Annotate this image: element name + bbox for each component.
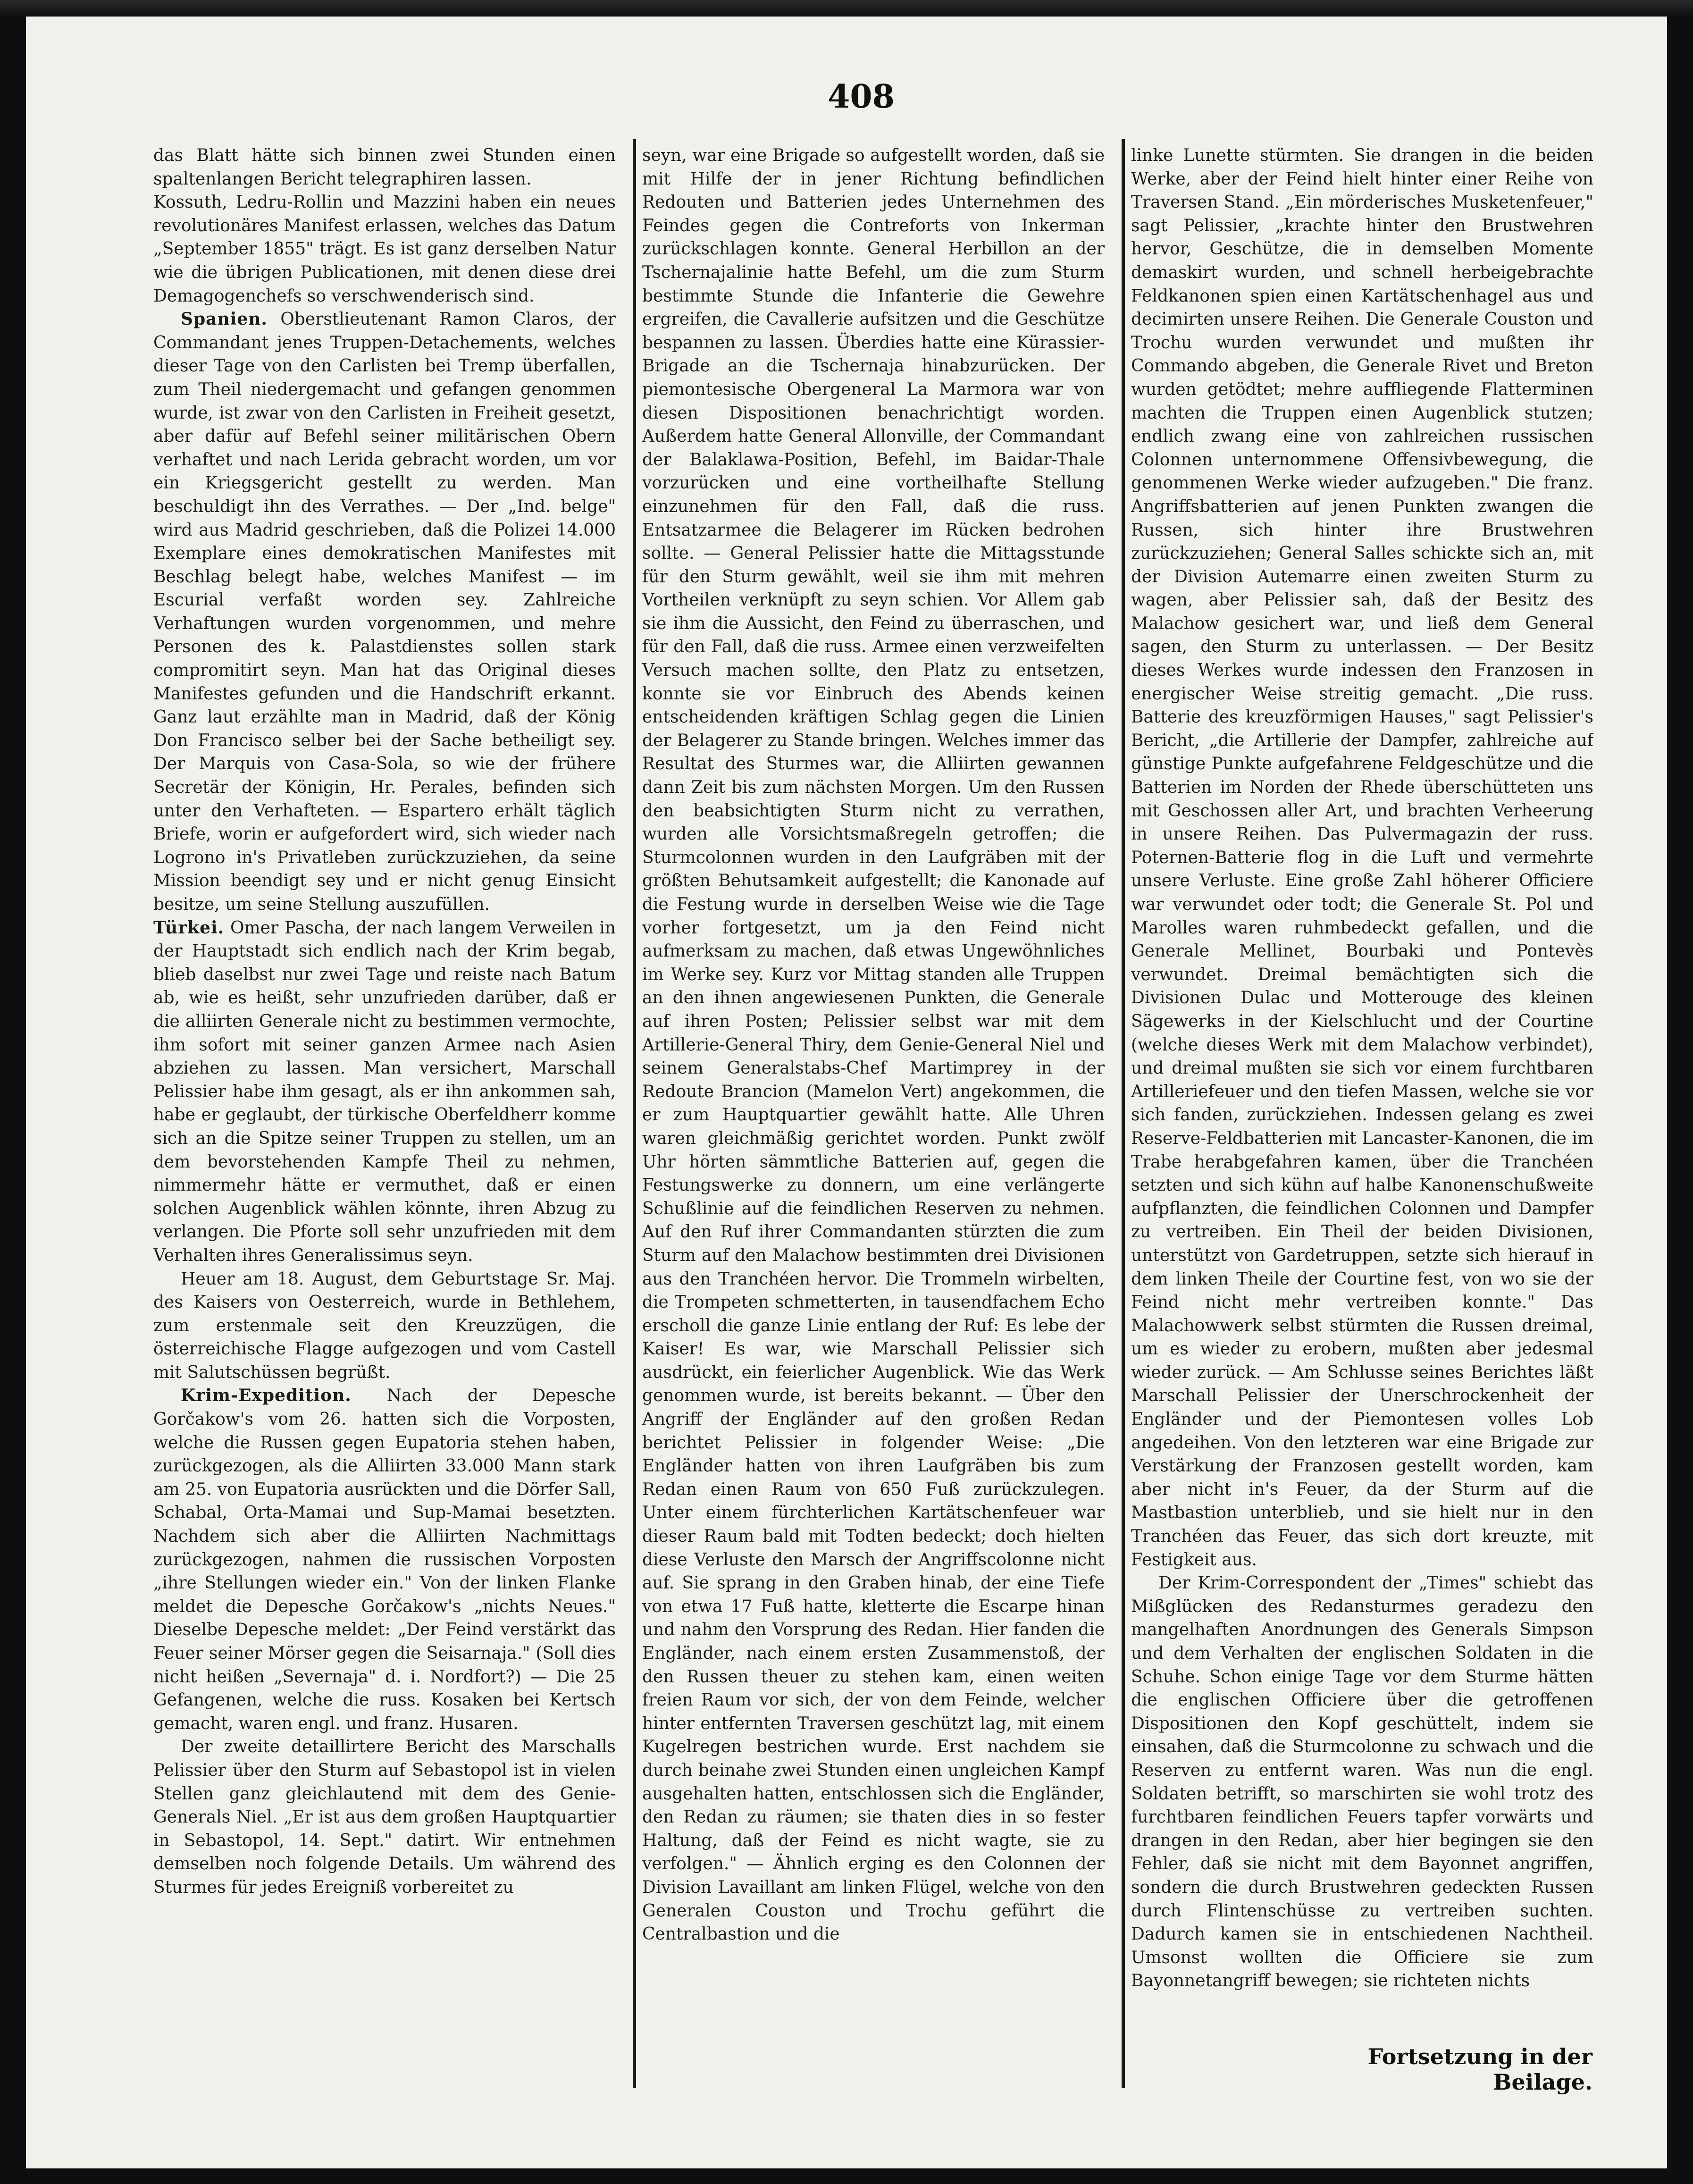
paragraph [642, 144, 1105, 1946]
paragraph [153, 1268, 616, 1385]
paragraph-text: Oberstlieutenant Ramon Claros, der Commandant jenes Truppen-Detachements, welches dieser Tage von den Carlisten bei Tremp überfallen, zum Theil niedergemacht und gefangen genommen wurde, ist zwar von den Carlisten in Freiheit gesetzt, aber dafür auf Befehl seiner militärischen Obern verhaftet und nach Lerida gebracht worden, um vor ein Kriegsgericht gestellt zu werden. Man beschuldigt ihn des Verrathes. — Der „Ind. belge" wird aus Madrid geschrieben, daß die Polizei 14.000 Exemplare eines demokratischen Manifestes mit Beschlag belegt habe, welches Manifest — im Escurial verfaßt worden sey. Zahlreiche Verhaftungen wurden vorgenommen, und mehre Personen des k. Palastdienstes sollen stark compromitirt seyn. Man hat das Original dieses Manifestes gefunden und die Handschrift erkannt. Ganz laut erzählte man in Madrid, daß der König Don Francisco selber bei der Sache betheiligt sey. Der Marquis von Casa-Sola, so wie der frühere Secretär der Königin, Hr. Perales, befinden sich unter den Verhafteten. — Espartero erhält täglich Briefe, worin er aufgefordert wird, sich wieder nach Logrono in's Privatleben zurückzuziehen, da seine Mission beendigt sey und er nicht genug Einsicht besitze, um seine Stellung auszufüllen. [153, 310, 616, 914]
newspaper-page [26, 17, 1667, 2168]
page-number: 408 [828, 78, 895, 116]
paragraph [1131, 144, 1593, 1571]
paragraph [1131, 1571, 1593, 1993]
section-heading: Krim-Expedition. [181, 1386, 352, 1406]
column-3 [1131, 144, 1593, 2083]
paragraph-text: linke Lunette stürmten. Sie drangen in die beiden Werke, aber der Feind hielt hinter einer Reihe von Traversen Stand. „Ein mörderisches Musketenfeuer," sagt Pelissier, „krachte hinter den Brustwehren hervor, Geschütze, die in demselben Momente demaskirt wurden, und schnell herbeigebrachte Feldkanonen spien einen Kartätschenhagel aus und decimirten unsere Reihen. Die Generale Couston und Trochu wurden verwundet und mußten ihr Commando abgeben, die Generale Rivet und Breton wurden getödtet; mehre auffliegende Flatterminen machten die Truppen einen Augenblick stutzen; endlich zwang eine von zahlreichen russischen Colonnen unternommene Offensivbewegung, die genommenen Werke wieder aufzugeben." Die franz. Angriffsbatterien auf jenen Punkten zwangen die Russen, sich hinter ihre Brustwehren zurückzuziehen; General Salles schickte sich an, mit der Division Autemarre einen zweiten Sturm zu wagen, aber Pelissier sah, daß der Besitz des Malachow gesichert war, und ließ dem General sagen, den Sturm zu unterlassen. — Der Besitz dieses Werkes wurde indessen den Franzosen in energischer Weise streitig gemacht. „Die russ. Batterie des kreuzförmigen Hauses," sagt Pelissier's Bericht, „die Artillerie der Dampfer, zahlreiche auf günstige Punkte aufgefahrene Feldgeschütze und die Batterien im Norden der Rhede überschütteten uns mit Geschossen aller Art, und brachten Verheerung in unsere Reihen. Das Pulvermagazin der russ. Poternen-Batterie flog in die Luft und vermehrte unsere Verluste. Eine große Zahl höherer Officiere war verwundet oder todt; die Generale St. Pol und Marolles waren ruhmbedeckt gefallen, und die Generale Mellinet, Bourbaki und Pontevès verwundet. Dreimal bemächtigten sich die Divisionen Dulac und Motterouge des kleinen Sägewerks in der Kielschlucht und der Courtine (welche dieses Werk mit dem Malachow verbindet), und dreimal mußten sie sich vor einem furchtbaren Artilleriefeuer und den tiefen Massen, welche sie vor sich fanden, zurückziehen. Indessen gelang es zwei Reserve-Feldbatterien mit Lancaster-Kanonen, die im Trabe herabgefahren kamen, über die Tranchéen setzten und sich kühn auf halbe Kanonenschußweite aufpflanzten, die feindlichen Colonnen und Dampfer zu vertreiben. Ein Theil der beiden Divisionen, unterstützt von Gardetruppen, setzte sich hierauf in dem linken Theile der Courtine fest, von wo sie der Feind nicht mehr vertreiben konnte." Das Malachowwerk selbst stürmten die Russen dreimal, um es wieder zu erobern, mußten aber jedesmal wieder zurück. — Am Schlusse seines Berichtes läßt Marschall Pelissier der Unerschrockenheit der Engländer und der Piemontesen volles Lob angedeihen. Von den letzteren war eine Brigade zur Verstärkung der Franzosen gestellt worden, kam aber nicht in's Feuer, da der Sturm auf die Mastbastion unterblieb, und sie hielt nur in den Tranchéen das Feuer, das sich dort kreuzte, mit Festigkeit aus. [1131, 146, 1593, 1570]
section-heading: Türkei. [153, 917, 225, 938]
column-1 [153, 144, 616, 2083]
paragraph-text: Heuer am 18. August, dem Geburtstage Sr. Maj. des Kaisers von Oesterreich, wurde in Bethlehem, zum erstenmale seit den Kreuzzügen, die österreichische Flagge aufgezogen und vom Castell mit Salutschüssen begrüßt. [153, 1269, 616, 1382]
paragraph [153, 191, 616, 308]
paragraph [153, 144, 616, 191]
paragraph [153, 1735, 616, 1899]
paragraph-text: das Blatt hätte sich binnen zwei Stunden einen spaltenlangen Bericht telegraphiren lassen. [153, 146, 616, 189]
paragraph-text: Nach der Depesche Gorčakow's vom 26. hatten sich die Vorposten, welche die Russen gegen Eupatoria stehen haben, zurückgezogen, als die Alliirten 33.000 Mann stark am 25. von Eupatoria ausrückten und die Dörfer Sall, Schabal, Orta-Mamai und Sup-Mamai besetzten. Nachdem sich aber die Alliirten Nachmittags zurückgezogen, nahmen die russischen Vorposten „ihre Stellungen wieder ein." Von der linken Flanke meldet die Depesche Gorčakow's „nichts Neues." Dieselbe Depesche meldet: „Der Feind verstärkt das Feuer seiner Mörser gegen die Seisarnaja." (Soll dies nicht heißen „Severnaja" d. i. Nordfort?) — Die 25 Gefangenen, welche die russ. Kosaken bei Kertsch gemacht, waren engl. und franz. Husaren. [153, 1386, 616, 1733]
paragraph-text: Omer Pascha, der nach langem Verweilen in der Hauptstadt sich endlich nach der Krim begab, blieb daselbst nur zwei Tage und reiste nach Batum ab, wie es heißt, sehr unzufrieden darüber, daß er die alliirten Generale nicht zu bestimmen vermochte, ihm sofort mit seiner ganzen Armee nach Asien abziehen zu lassen. Man versichert, Marschall Pelissier habe ihm gesagt, als er ihn ankommen sah, habe er geglaubt, der türkische Oberfeldherr komme sich an die Spitze seiner Truppen zu stellen, um an dem bevorstehenden Kampfe Theil zu nehmen, nimmermehr hätte er vermuthet, daß er einen solchen Augenblick wählen könnte, ihren Abzug zu verlangen. Die Pforte soll sehr unzufrieden mit dem Verhalten ihres Generalissimus seyn. [153, 918, 616, 1265]
continuation-note: Fortsetzung in der Beilage. [1367, 2044, 1592, 2095]
paragraph-text: seyn, war eine Brigade so aufgestellt worden, daß sie mit Hilfe der in jener Richtung befindlichen Redouten und Batterien jedes Unternehmen des Feindes gegen die Contreforts von Inkerman zurückschlagen konnte. General Herbillon an der Tschernajalinie hatte Befehl, um die zum Sturm bestimmte Stunde die Infanterie die Gewehre ergreifen, die Cavallerie aufsitzen und die Geschütze bespannen zu lassen. Überdies hatte eine Kürassier-Brigade an die Tschernaja hinabzurücken. Der piemontesische Obergeneral La Marmora war von diesen Dispositionen benachrichtigt worden. Außerdem hatte General Allonville, der Commandant der Balaklawa-Position, Befehl, im Baidar-Thale vorzurücken und eine vortheilhafte Stellung einzunehmen für den Fall, daß die russ. Entsatzarmee die Belagerer im Rücken bedrohen sollte. — General Pelissier hatte die Mittagsstunde für den Sturm gewählt, weil sie ihm mit mehren Vortheilen verknüpft zu seyn schien. Vor Allem gab sie ihm die Aussicht, den Feind zu überraschen, und für den Fall, daß die russ. Armee einen verzweifelten Versuch machen sollte, den Platz zu entsetzen, konnte sie vor Einbruch des Abends keinen entscheidenden kräftigen Schlag gegen die Linien der Belagerer zu Stande bringen. Welches immer das Resultat des Sturmes war, die Alliirten gewannen dann Zeit bis zum nächsten Morgen. Um den Russen den beabsichtigten Sturm nicht zu verrathen, wurden alle Vorsichtsmaßregeln getroffen; die Sturmcolonnen wurden in den Laufgräben mit der größten Behutsamkeit aufgestellt; die Kanonade auf die Festung wurde in derselben Weise wie die Tage vorher fortgesetzt, um ja den Feind nicht aufmerksam zu machen, daß etwas Ungewöhnliches im Werke sey. Kurz vor Mittag standen alle Truppen an den ihnen angewiesenen Punkten, die Generale auf ihren Posten; Pelissier selbst war mit dem Artillerie-General Thiry, dem Genie-General Niel und seinem Generalstabs-Chef Martimprey in der Redoute Brancion (Mamelon Vert) angekommen, die er zum Hauptquartier gewählt hatte. Alle Uhren waren gleichmäßig gerichtet worden. Punkt zwölf Uhr hörten sämmtliche Batterien auf, gegen die Festungswerke zu donnern, um eine verlängerte Schußlinie auf die feindlichen Reserven zu nehmen. Auf den Ruf ihrer Commandanten stürzten die zum Sturm auf den Malachow bestimmten drei Divisionen aus den Tranchéen hervor. Die Trommeln wirbelten, die Trompeten schmetterten, in tausendfachem Echo erscholl die ganze Linie entlang der Ruf: Es lebe der Kaiser! Es war, wie Marschall Pelissier sich ausdrückt, ein feierlicher Augenblick. Wie das Werk genommen wurde, ist bereits bekannt. — Über den Angriff der Engländer auf den großen Redan berichtet Pelissier in folgender Weise: „Die Engländer hatten von ihren Laufgräben bis zum Redan einen Raum von 650 Fuß zurückzulegen. Unter einem fürchterlichen Kartätschenfeuer war dieser Raum bald mit Todten bedeckt; doch hielten diese Verluste den Marsch der Angriffscolonne nicht auf. Sie sprang in den Graben hinab, der eine Tiefe von etwa 17 Fuß hatte, kletterte die Escarpe hinan und nahm den Vorsprung des Redan. Hier fanden die Engländer, nach einem ersten Zusammenstoß, der den Russen theuer zu stehen kam, einen weiten freien Raum vor sich, der von dem Feinde, welcher hinter entfernten Traversen geschützt lag, mit einem Kugelregen bestrichen wurde. Erst nachdem sie durch beinahe zwei Stunden einen ungleichen Kampf ausgehalten hatten, entschlossen sich die Engländer, den Redan zu räumen; sie thaten dies in so fester Haltung, daß der Feind es nicht wagte, sie zu verfolgen." — Ähnlich erging es den Colonnen der Division Lavaillant am linken Flügel, welche von den Generalen Couston und Trochu geführt die Centralbastion und die [642, 146, 1105, 1944]
paragraph-text: Der zweite detaillirtere Bericht des Marschalls Pelissier über den Sturm auf Sebastopol ist in vielen Stellen ganz gleichlautend mit dem des Genie-Generals Niel. „Er ist aus dem großen Hauptquartier in Sebastopol, 14. Sept." datirt. Wir entnehmen demselben noch folgende Details. Um während des Sturmes für jedes Ereigniß vorbereitet zu [153, 1737, 616, 1897]
column-rule [1122, 139, 1125, 2088]
paragraph [153, 308, 616, 916]
column-2 [642, 144, 1105, 2083]
paragraph-text: Der Krim-Correspondent der „Times" schiebt das Mißglücken des Redansturmes geradezu den mangelhaften Anordnungen des Generals Simpson und dem Verhalten der englischen Soldaten in die Schuhe. Schon einige Tage vor dem Sturme hätten die englischen Officiere über die getroffenen Dispositionen den Kopf geschüttelt, indem sie einsahen, daß die Sturmcolonne zu schwach und die Reserven zu entfernt waren. Was nun die engl. Soldaten betrifft, so marschirten sie wohl trotz des furchtbaren feindlichen Feuers tapfer vorwärts und drangen in den Redan, aber hier begingen sie den Fehler, daß sie nicht mit dem Bayonnet angriffen, sondern die durch Brustwehren gedeckten Russen durch Flintenschüsse zu vertreiben suchten. Dadurch kamen sie in entschiedenen Nachtheil. Umsonst wollten die Officiere sie zum Bayonnetangriff bewegen; sie richteten nichts [1131, 1573, 1593, 1991]
section-heading: Spanien. [181, 309, 268, 329]
column-rule [633, 139, 636, 2088]
paragraph-text: Kossuth, Ledru-Rollin und Mazzini haben ein neues revolutionäres Manifest erlassen, welches das Datum „September 1855" trägt. Es ist ganz derselben Natur wie die übrigen Publicationen, mit denen diese drei Demagogenchefs so verschwenderisch sind. [153, 193, 616, 306]
scan-border [0, 0, 1693, 17]
paragraph [153, 1384, 616, 1735]
paragraph [153, 916, 616, 1268]
